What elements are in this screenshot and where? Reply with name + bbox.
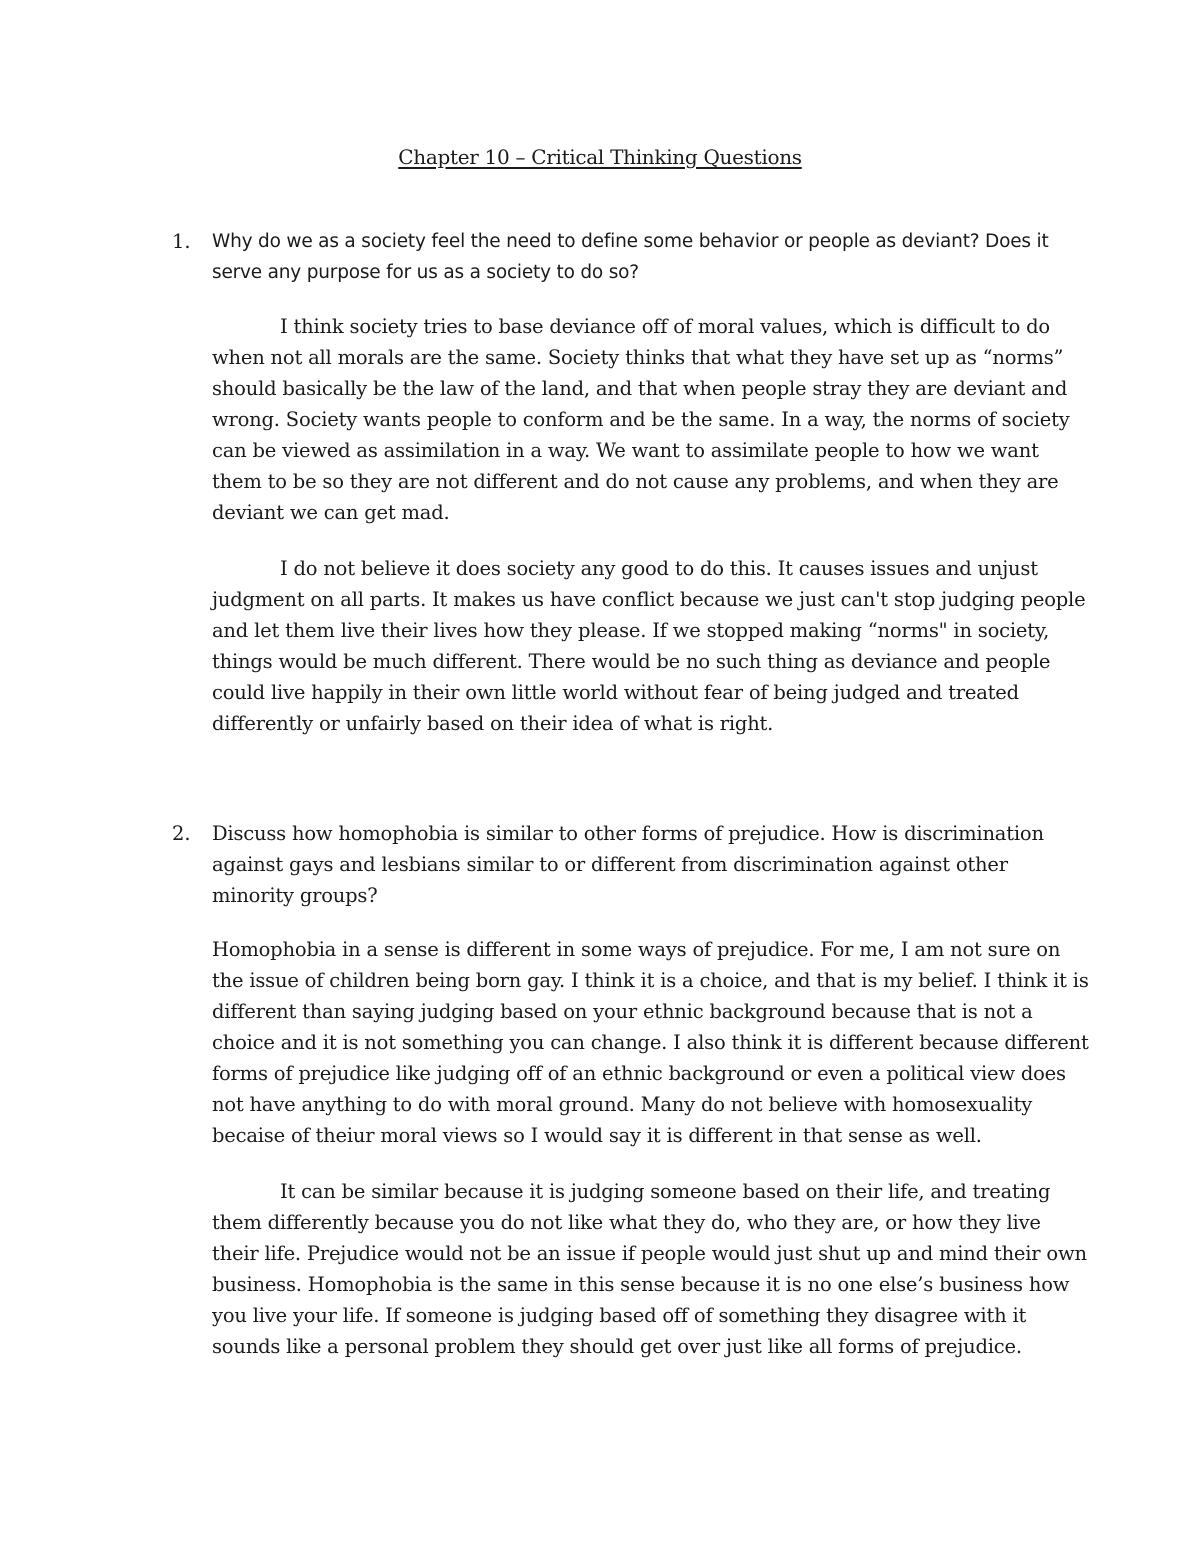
answer-1-paragraph-2: I do not believe it does society any good to do this. It causes issues and unjust judgment on all parts. It makes us have conflict because we just can't stop judging people and let them live their lives how they please. If we stopped making “norms" in society, things would be much different. There would be no such thing as deviance and people could live happily in their own little world without fear of being judged and treated differently or unfairly based on their idea of what is right. [212, 557, 1086, 735]
answer-2-paragraph-1: Homophobia in a sense is different in some ways of prejudice. For me, I am not sure on the issue of children being born gay. I think it is a choice, and that is my belief. I think it is different than saying judging based on your ethnic background because that is not a choice and it is not something you can change. I also think it is different because different forms of prejudice like judging off of an ethnic background or even a political view does not have anything to do with moral ground. Many do not believe with homosexuality becaise of theiur moral views so I would say it is different in that sense as well. [212, 938, 1089, 1147]
question-1-number: 1. [172, 230, 191, 253]
question-2-number: 2. [172, 822, 191, 845]
question-1-text: Why do we as a society feel the need to define some behavior or people as deviant? Does it serve any purpose for us as a society to do so? [212, 231, 1049, 283]
answer-1-paragraph-1: I think society tries to base deviance off of moral values, which is difficult to do when not all morals are the same. Society thinks that what they have set up as “norms” should basically be the law of the land, and that when people stray they are deviant and wrong. Society wants people to conform and be the same. In a way, the norms of society can be viewed as assimilation in a way. We want to assimilate people to how we want them to be so they are not different and do not cause any problems, and when they are deviant we can get mad. [212, 315, 1070, 524]
page-title: Chapter 10 – Critical Thinking Questions [398, 145, 802, 169]
question-2-text: Discuss how homophobia is similar to other forms of prejudice. How is discrimination against gays and lesbians similar to or different from discrimination against other minority groups? [212, 822, 1044, 907]
answer-2-paragraph-2: It can be similar because it is judging someone based on their life, and treating them differently because you do not like what they do, who they are, or how they live their life. Prejudice would not be an issue if people would just shut up and mind their own business. Homophobia is the same in this sense because it is no one else’s business how you live your life. If someone is judging based off of something they disagree with it sounds like a personal problem they should get over just like all forms of prejudice. [212, 1180, 1087, 1358]
